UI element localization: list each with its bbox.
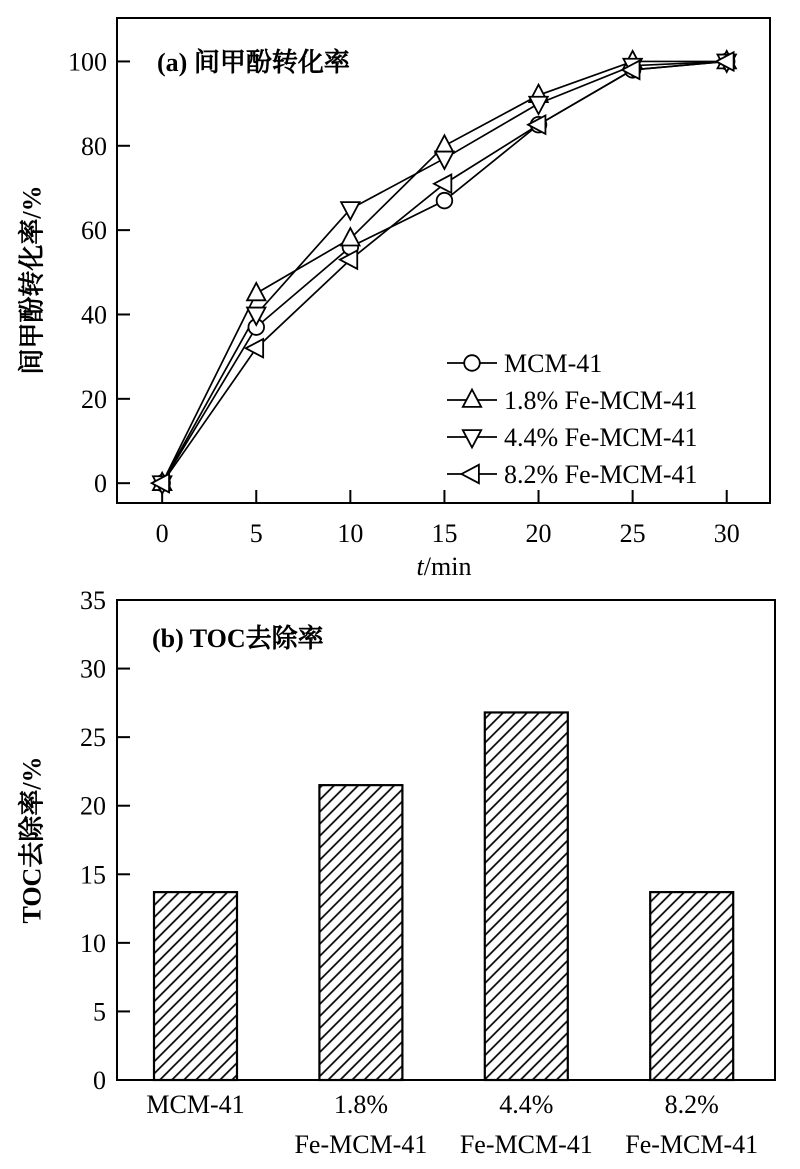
y-tick-label: 20 xyxy=(80,791,106,821)
x-tick-label: 10 xyxy=(337,519,364,548)
legend-label: MCM-41 xyxy=(504,349,603,378)
bar-category-label: 4.4% xyxy=(499,1090,554,1119)
y-tick-label: 35 xyxy=(80,586,106,615)
y-tick-label: 25 xyxy=(80,723,106,753)
panel-b-y-axis-label: TOC去除率/% xyxy=(17,756,47,924)
legend-marker-triangle-down xyxy=(463,430,481,447)
x-tick-label: 25 xyxy=(619,519,646,548)
legend-marker-triangle-left xyxy=(462,465,479,483)
panel-a-y-axis-label: 间甲酚转化率/% xyxy=(17,185,47,375)
data-marker-triangle-up xyxy=(341,228,359,245)
legend-item xyxy=(447,349,602,378)
y-tick-label: 40 xyxy=(81,300,107,330)
bar-category-label: Fe-MCM-41 xyxy=(294,1130,428,1159)
y-tick-label: 15 xyxy=(80,860,106,890)
panel-a-title: (a) 间甲酚转化率 xyxy=(157,48,350,77)
x-tick-label: 20 xyxy=(525,519,552,548)
bar-0 xyxy=(154,892,237,1080)
bar-3 xyxy=(650,892,733,1080)
panel-a-x-axis-label xyxy=(417,552,472,582)
series-line-triangle-up xyxy=(162,61,727,483)
bar-1 xyxy=(319,785,402,1080)
data-marker-circle xyxy=(437,193,453,209)
legend-label: 4.4% Fe-MCM-41 xyxy=(504,423,698,452)
y-tick-label: 5 xyxy=(93,997,106,1027)
legend-label: 8.2% Fe-MCM-41 xyxy=(504,460,698,489)
x-axis-variable: t xyxy=(416,552,424,581)
x-tick-label: 15 xyxy=(431,519,458,548)
y-tick-label: 0 xyxy=(93,1066,106,1095)
y-tick-label: 80 xyxy=(81,131,107,161)
legend-item xyxy=(447,423,698,452)
bar-category-label: 1.8% xyxy=(333,1090,388,1119)
y-tick-label: 0 xyxy=(94,469,107,499)
y-tick-label: 10 xyxy=(80,928,106,958)
series-line-triangle-left xyxy=(162,61,727,483)
y-tick-label: 20 xyxy=(81,384,107,414)
data-marker-triangle-up xyxy=(435,135,453,152)
legend-marker-triangle-up xyxy=(463,390,481,407)
panel-b-title: (b) TOC去除率 xyxy=(152,624,324,653)
bar-category-label: Fe-MCM-41 xyxy=(625,1130,759,1159)
legend-item xyxy=(447,386,698,415)
x-tick-label: 0 xyxy=(155,519,169,548)
bar-category-label: Fe-MCM-41 xyxy=(459,1130,593,1159)
y-tick-label: 60 xyxy=(81,216,107,246)
panel-b-bar-chart xyxy=(0,585,800,1169)
legend-marker-circle xyxy=(464,355,480,371)
y-tick-label: 30 xyxy=(80,654,106,684)
x-tick-label: 30 xyxy=(713,519,740,548)
data-marker-triangle-down xyxy=(529,97,547,114)
bar-2 xyxy=(485,712,568,1080)
x-axis-unit: /min xyxy=(423,552,472,581)
series-line-circle xyxy=(162,61,727,483)
data-marker-triangle-up xyxy=(247,283,265,300)
bar-category-label: MCM-41 xyxy=(146,1090,245,1119)
bar-category-label: 8.2% xyxy=(664,1090,719,1119)
data-marker-triangle-down xyxy=(435,152,453,169)
y-tick-label: 100 xyxy=(68,47,107,77)
legend-item xyxy=(447,460,698,489)
x-tick-label: 5 xyxy=(249,519,263,548)
series-line-triangle-down xyxy=(162,61,727,483)
legend-label: 1.8% Fe-MCM-41 xyxy=(504,386,698,415)
